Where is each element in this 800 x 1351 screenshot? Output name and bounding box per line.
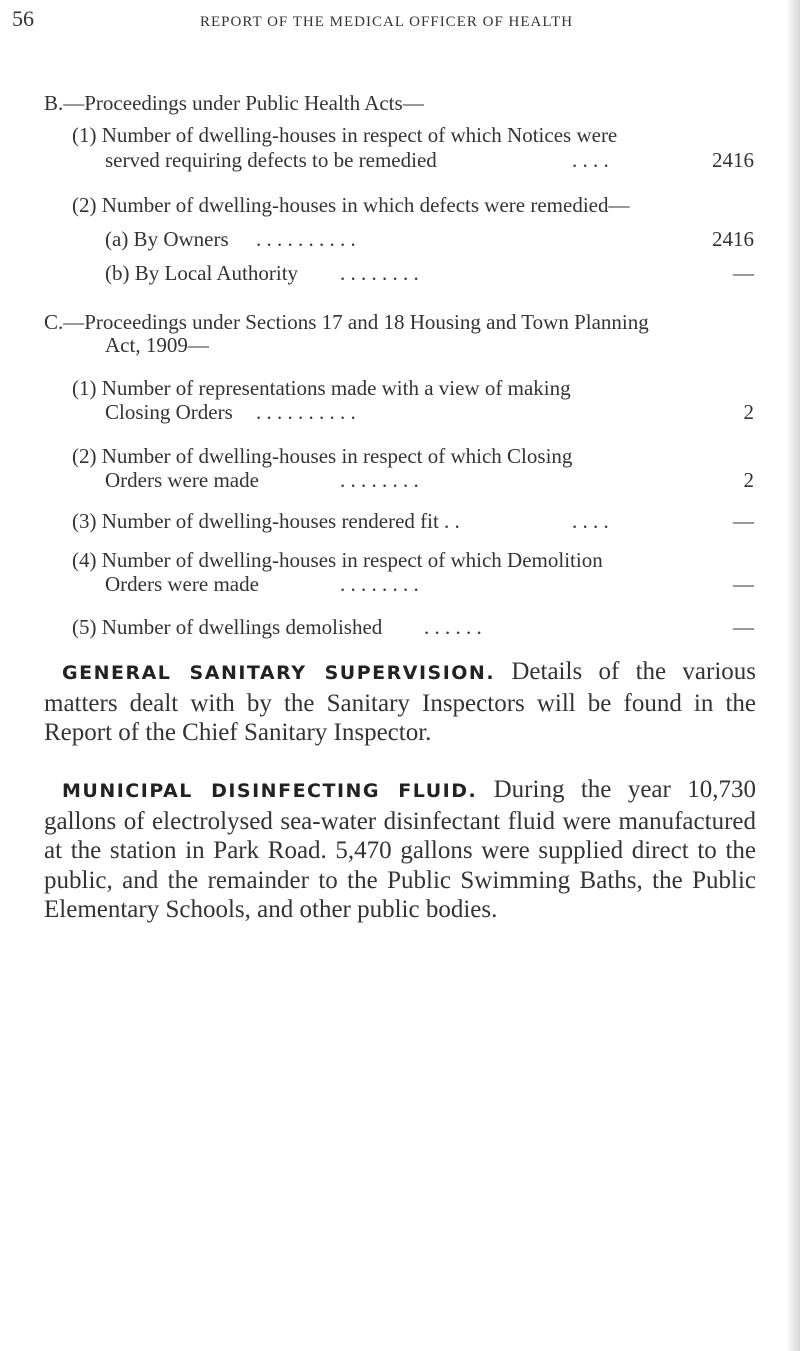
c1-value: 2 bbox=[743, 400, 754, 424]
b1-leaders: . . . . bbox=[572, 148, 609, 172]
c2-value: 2 bbox=[743, 468, 754, 492]
page-edge-shadow bbox=[786, 0, 800, 1351]
b2a-leaders: . . . . . . . . . . bbox=[256, 227, 356, 251]
section-b-heading: B.—Proceedings under Public Health Acts— bbox=[44, 91, 424, 115]
running-header: REPORT OF THE MEDICAL OFFICER OF HEALTH bbox=[200, 14, 574, 30]
c2-line1: (2) Number of dwelling-houses in respect of which Closing bbox=[72, 444, 573, 468]
c1-leaders: . . . . . . . . . . bbox=[256, 400, 356, 424]
c4-line1: (4) Number of dwelling-houses in respect of which Demolition bbox=[72, 548, 603, 572]
c1-line2: Closing Orders bbox=[105, 400, 233, 424]
c4-value: — bbox=[733, 572, 754, 596]
general-heading: GENERAL SANITARY SUPERVISION. bbox=[62, 662, 496, 684]
c3-value: — bbox=[733, 509, 754, 533]
b2b-label: (b) By Local Authority bbox=[105, 261, 299, 285]
b2a-label: (a) By Owners bbox=[105, 227, 229, 251]
c5-value: — bbox=[733, 615, 754, 639]
b1-line1: (1) Number of dwelling-houses in respect of which Notices were bbox=[72, 123, 618, 147]
c2-line2: Orders were made bbox=[105, 468, 259, 492]
b1-line2: served requiring defects to be remedied bbox=[105, 148, 437, 172]
c5-leaders: . . . . . . bbox=[424, 615, 482, 639]
section-c-heading2: Act, 1909— bbox=[105, 333, 209, 357]
general-paragraph bbox=[44, 657, 756, 748]
c5-line: (5) Number of dwellings demolished bbox=[72, 615, 383, 639]
b2b-leaders: . . . . . . . . bbox=[340, 261, 419, 285]
c3-leaders: . . . . bbox=[572, 509, 609, 533]
c3-line: (3) Number of dwelling-houses rendered fit . . bbox=[72, 509, 460, 533]
c4-line2: Orders were made bbox=[105, 572, 259, 596]
municipal-heading: MUNICIPAL DISINFECTING FLUID. bbox=[62, 780, 478, 802]
c4-leaders: . . . . . . . . bbox=[340, 572, 419, 596]
b2b-value: — bbox=[733, 261, 754, 285]
general-text: Details of the various matters dealt with by the Sanitary Inspectors will be found in the Report of the Chief Sanitary Inspector. bbox=[44, 658, 757, 746]
c2-leaders: . . . . . . . . bbox=[340, 468, 419, 492]
municipal-text: During the year 10,730 gallons of electrolysed sea-water disinfectant fluid were manufactured at the station in Park Road. 5,470 gallons were supplied direct to the public, and the remainder to the Public Swimming Baths, the Public Elementary Schools, and other public bodies. bbox=[44, 776, 757, 923]
b2-line: (2) Number of dwelling-houses in which defects were remedied— bbox=[72, 193, 630, 217]
b2a-value: 2416 bbox=[712, 227, 754, 251]
c1-line1: (1) Number of representations made with a view of making bbox=[72, 376, 571, 400]
b1-value: 2416 bbox=[712, 148, 754, 172]
municipal-paragraph bbox=[44, 775, 756, 925]
page-number: 56 bbox=[12, 6, 34, 31]
section-c-heading: C.—Proceedings under Sections 17 and 18 Housing and Town Planning bbox=[44, 310, 649, 334]
